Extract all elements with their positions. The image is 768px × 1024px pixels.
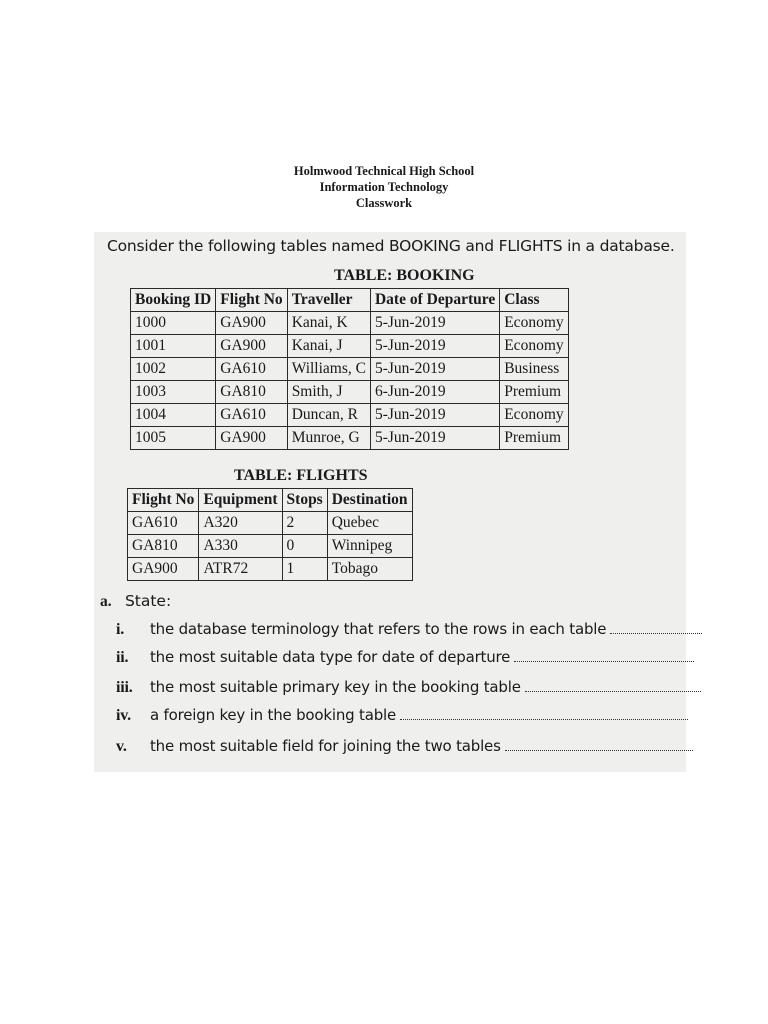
table-cell: Premium	[500, 381, 568, 404]
table-cell: GA900	[216, 427, 287, 450]
worksheet-type: Classwork	[355, 196, 413, 210]
booking-column-header: Booking ID	[131, 289, 216, 312]
table-cell: GA900	[216, 312, 287, 335]
table-cell: 1003	[131, 381, 216, 404]
question-number: ii.	[116, 649, 129, 666]
table-cell: 1001	[131, 335, 216, 358]
table-cell: 5-Jun-2019	[370, 358, 499, 381]
table-cell: Duncan, R	[287, 404, 370, 427]
question-item	[116, 648, 694, 667]
booking-column-header: Date of Departure	[370, 289, 499, 312]
table-cell: A320	[199, 512, 282, 535]
table-row	[131, 358, 569, 381]
booking-table-caption: TABLE: BOOKING	[334, 267, 475, 284]
flights-column-header: Destination	[327, 489, 412, 512]
table-cell: Quebec	[327, 512, 412, 535]
question-number: iii.	[116, 679, 133, 696]
table-cell: Economy	[500, 312, 568, 335]
table-cell: 1	[282, 558, 327, 581]
table-cell: GA610	[128, 512, 199, 535]
question-item	[116, 620, 702, 639]
flights-column-header: Flight No	[128, 489, 199, 512]
table-cell: Economy	[500, 335, 568, 358]
table-cell: GA810	[216, 381, 287, 404]
booking-column-header: Flight No	[216, 289, 287, 312]
flights-column-header: Equipment	[199, 489, 282, 512]
booking-table	[130, 288, 569, 450]
booking-header-row	[131, 289, 569, 312]
table-row	[131, 404, 569, 427]
table-cell: Winnipeg	[327, 535, 412, 558]
table-row	[131, 427, 569, 450]
table-cell: 1002	[131, 358, 216, 381]
table-cell: GA610	[216, 358, 287, 381]
table-cell: Kanai, K	[287, 312, 370, 335]
table-cell: Kanai, J	[287, 335, 370, 358]
table-row	[128, 558, 413, 581]
question-number: i.	[116, 621, 125, 638]
question-number: iv.	[116, 707, 131, 724]
question-text: the most suitable field for joining the two tables	[150, 737, 501, 755]
table-row	[131, 381, 569, 404]
answer-blank	[525, 690, 701, 692]
state-heading	[100, 592, 171, 611]
table-cell: 5-Jun-2019	[370, 312, 499, 335]
question-item	[116, 706, 688, 725]
school-name: Holmwood Technical High School	[293, 164, 475, 178]
table-cell: A330	[199, 535, 282, 558]
subject-name: Information Technology	[319, 180, 449, 194]
question-text: the most suitable data type for date of departure	[150, 648, 511, 666]
table-cell: 5-Jun-2019	[370, 427, 499, 450]
flights-table-caption: TABLE: FLIGHTS	[234, 467, 368, 484]
answer-blank	[514, 660, 694, 662]
question-text: the most suitable primary key in the booking table	[150, 678, 521, 696]
question-marker: a.	[100, 593, 112, 610]
answer-blank	[400, 718, 688, 720]
table-row	[131, 312, 569, 335]
table-cell: Tobago	[327, 558, 412, 581]
flights-table	[127, 488, 413, 581]
table-cell: GA900	[216, 335, 287, 358]
question-text: a foreign key in the booking table	[150, 706, 397, 724]
question-item	[116, 737, 693, 756]
table-cell: ATR72	[199, 558, 282, 581]
flights-header-row	[128, 489, 413, 512]
table-row	[128, 535, 413, 558]
table-cell: 5-Jun-2019	[370, 404, 499, 427]
question-item	[116, 678, 701, 697]
table-cell: 1000	[131, 312, 216, 335]
table-cell: GA810	[128, 535, 199, 558]
table-cell: 1004	[131, 404, 216, 427]
answer-blank	[505, 749, 693, 751]
answer-blank	[610, 632, 702, 634]
table-cell: GA900	[128, 558, 199, 581]
state-label: State:	[124, 592, 172, 610]
flights-column-header: Stops	[282, 489, 327, 512]
table-cell: Premium	[500, 427, 568, 450]
question-text: the database terminology that refers to the rows in each table	[150, 620, 607, 638]
table-cell: Williams, C	[287, 358, 370, 381]
question-number: v.	[116, 738, 127, 755]
table-cell: GA610	[216, 404, 287, 427]
table-cell: 0	[282, 535, 327, 558]
table-cell: Economy	[500, 404, 568, 427]
booking-column-header: Traveller	[287, 289, 370, 312]
worksheet-header	[0, 163, 768, 211]
table-cell: Munroe, G	[287, 427, 370, 450]
table-cell: 2	[282, 512, 327, 535]
intro-text: Consider the following tables named BOOKING and FLIGHTS in a database.	[107, 237, 675, 255]
table-cell: 6-Jun-2019	[370, 381, 499, 404]
table-cell: Smith, J	[287, 381, 370, 404]
table-cell: 1005	[131, 427, 216, 450]
table-row	[131, 335, 569, 358]
table-cell: Business	[500, 358, 568, 381]
booking-column-header: Class	[500, 289, 568, 312]
table-cell: 5-Jun-2019	[370, 335, 499, 358]
table-row	[128, 512, 413, 535]
